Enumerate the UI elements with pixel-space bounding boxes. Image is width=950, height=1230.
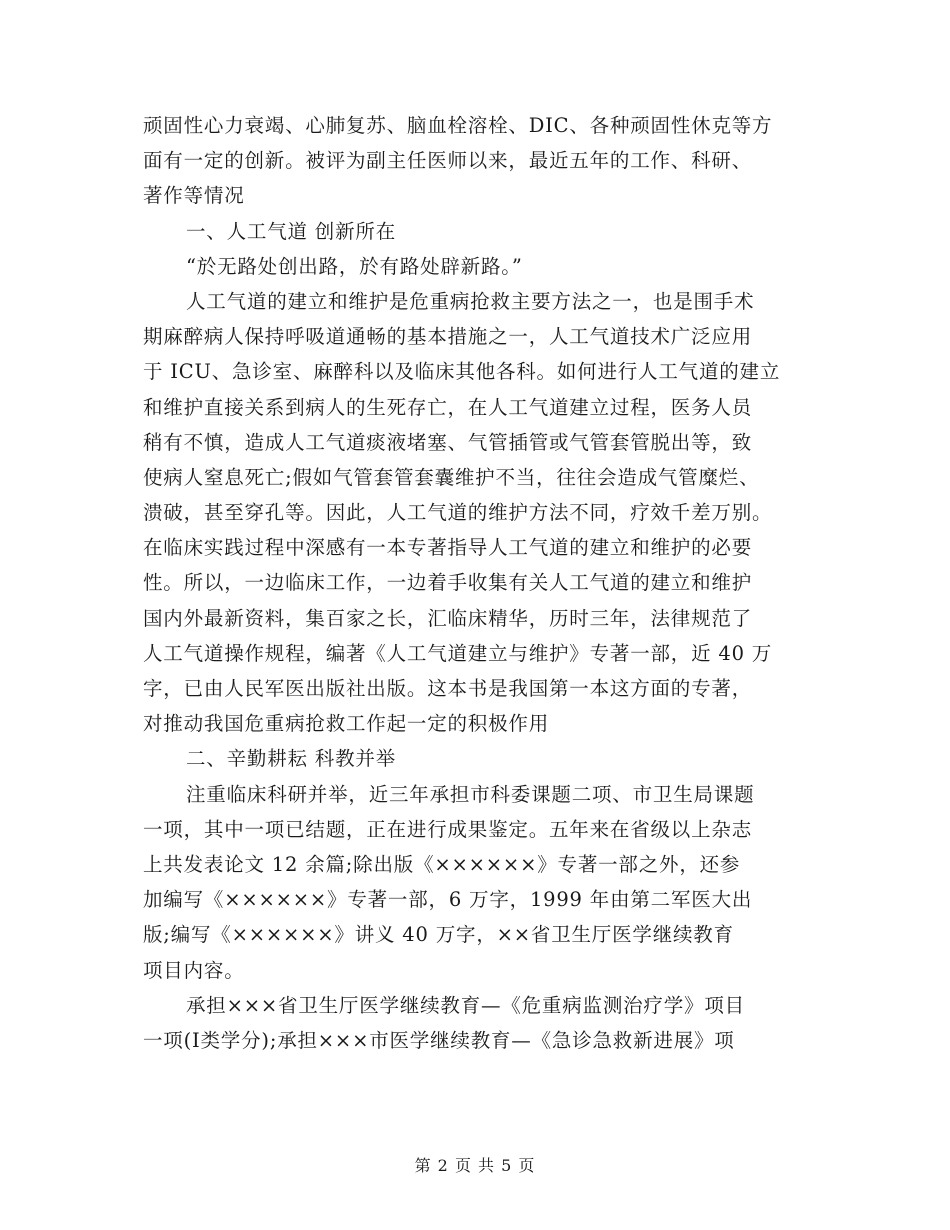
text-line: 一项，其中一项已结题，正在进行成果鉴定。五年来在省级以上杂志 bbox=[143, 817, 753, 841]
text-line: 面有一定的创新。被评为副主任医师以来，最近五年的工作、科研、 bbox=[143, 149, 753, 173]
text-line: 对推动我国危重病抢救工作起一定的积极作用 bbox=[143, 712, 550, 736]
text-line: 人工气道的建立和维护是危重病抢救主要方法之一，也是围手术 bbox=[186, 289, 755, 313]
section-heading-1: 一、人工气道 创新所在 bbox=[186, 219, 396, 243]
text-line: 项目内容。 bbox=[143, 958, 245, 982]
text-line: 著作等情况 bbox=[143, 184, 245, 208]
quote-line: “於无路处创出路，於有路处辟新路。” bbox=[186, 254, 523, 278]
text-line: 加编写《××××××》专著一部，6 万字，1999 年由第二军医大出 bbox=[143, 888, 753, 912]
text-line: 承担×××省卫生厅医学继续教育—《危重病监测治疗学》项目 bbox=[186, 993, 745, 1017]
text-line: 期麻醉病人保持呼吸道通畅的基本措施之一，人工气道技术广泛应用 bbox=[143, 325, 753, 349]
text-line: 字，已由人民军医出版社出版。这本书是我国第一本这方面的专著， bbox=[143, 677, 753, 700]
section-heading-2: 二、辛勤耕耘 科教并举 bbox=[186, 747, 396, 771]
text-line: 性。所以，一边临床工作，一边着手收集有关人工气道的建立和维护 bbox=[143, 571, 753, 595]
page-number-footer: 第 2 页 共 5 页 bbox=[414, 1156, 536, 1175]
text-line: 在临床实践过程中深感有一本专著指导人工气道的建立和维护的必要 bbox=[143, 536, 753, 560]
text-line: 使病人窒息死亡;假如气管套管套囊维护不当，往往会造成气管糜烂、 bbox=[143, 465, 760, 489]
text-line: 一项(Ⅰ类学分);承担×××市医学继续教育—《急诊急救新进展》项 bbox=[143, 1028, 735, 1052]
text-line: 于 ICU、急诊室、麻醉科以及临床其他各科。如何进行人工气道的建立 bbox=[143, 360, 781, 384]
text-line: 溃破，甚至穿孔等。因此，人工气道的维护方法不同，疗效千差万别。 bbox=[143, 501, 773, 525]
body-text bbox=[143, 108, 811, 1058]
text-line: 注重临床科研并举，近三年承担市科委课题二项、市卫生局课题 bbox=[186, 782, 755, 806]
text-line: 顽固性心力衰竭、心肺复苏、脑血栓溶栓、DIC、各种顽固性休克等方 bbox=[143, 114, 773, 137]
text-line: 人工气道操作规程，编著《人工气道建立与维护》专著一部，近 40 万 bbox=[143, 641, 773, 665]
text-line: 国内外最新资料，集百家之长，汇临床精华，历时三年，法律规范了 bbox=[143, 606, 753, 630]
text-line: 版;编写《××××××》讲义 40 万字，××省卫生厅医学继续教育 bbox=[143, 923, 734, 947]
text-line: 上共发表论文 12 余篇;除出版《××××××》专著一部之外，还参 bbox=[143, 852, 741, 876]
text-line: 稍有不慎，造成人工气道痰液堵塞、气管插管或气管套管脱出等，致 bbox=[143, 430, 753, 454]
text-line: 和维护直接关系到病人的生死存亡，在人工气道建立过程，医务人员 bbox=[143, 395, 753, 419]
